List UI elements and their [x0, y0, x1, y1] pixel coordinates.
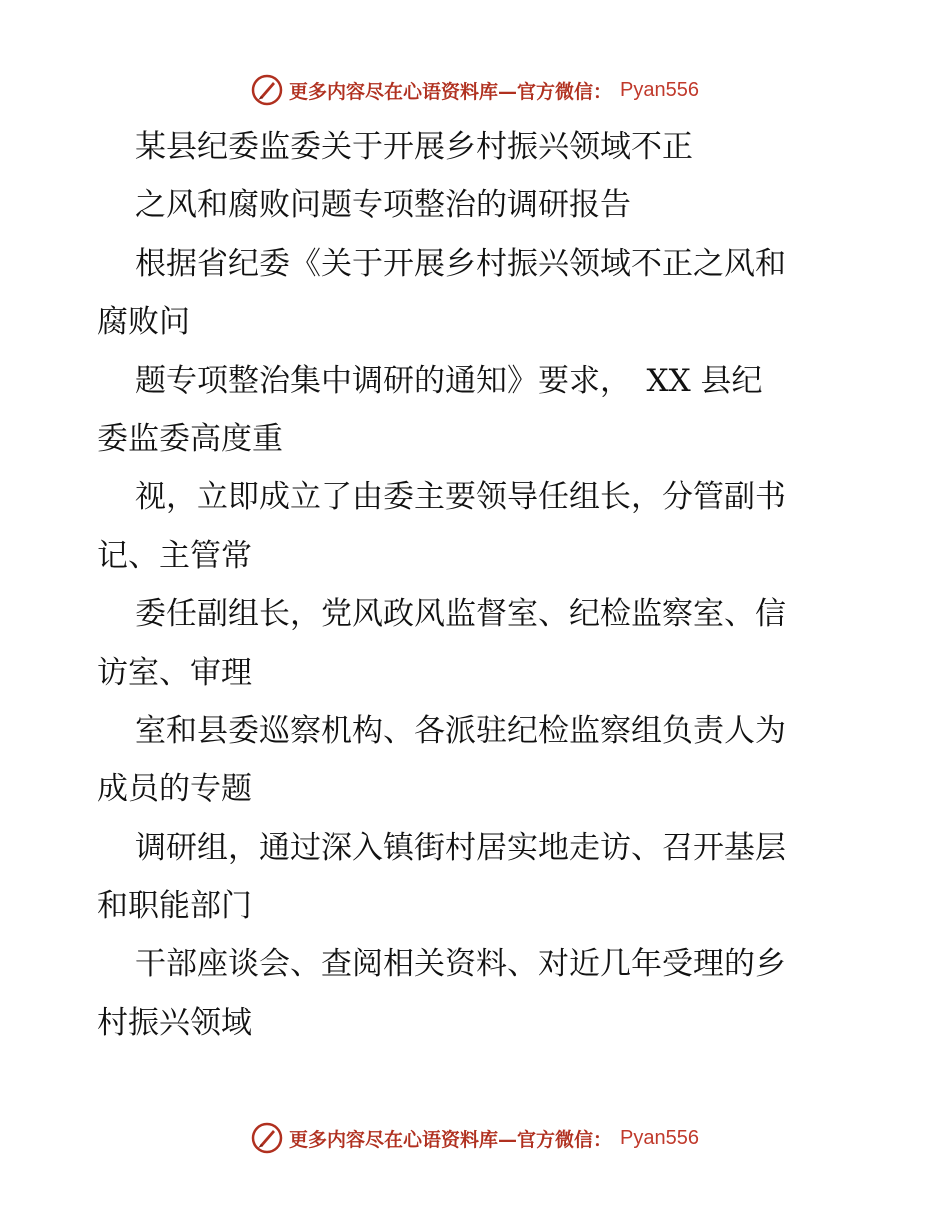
- line-text: 委任副组长，党风政风监督室、纪检监察室、信: [135, 596, 786, 633]
- report-body: [97, 118, 857, 1052]
- line-text: 视，立即成立了由委主要领导任组长，分管副书: [135, 479, 786, 516]
- line-text: 干部座谈会、查阅相关资料、对近几年受理的乡: [135, 946, 786, 983]
- line-text: 村振兴领域: [97, 1004, 252, 1041]
- text-line: [97, 644, 857, 702]
- text-line: [97, 994, 857, 1052]
- line-text: 根据省纪委《关于开展乡村振兴领域不正之风和: [135, 245, 786, 282]
- text-line: [97, 118, 857, 176]
- text-line: [97, 702, 857, 760]
- wechat-id: Pyan556: [620, 78, 699, 101]
- text-line: [97, 235, 857, 293]
- text-line: [97, 585, 857, 643]
- quill-logo-icon: [251, 74, 283, 106]
- text-line: [97, 877, 857, 935]
- line-text: 访室、审理: [97, 654, 252, 691]
- line-text: 之风和腐败问题专项整治的调研报告: [135, 187, 631, 224]
- text-line: [97, 760, 857, 818]
- text-line: [97, 352, 857, 410]
- line-text: 成员的专题: [97, 771, 252, 808]
- footer-banner: [0, 1118, 950, 1158]
- text-line: [97, 468, 857, 526]
- line-text: 腐败问: [97, 304, 190, 341]
- quill-logo-icon: [251, 1122, 283, 1154]
- line-text: 调研组，通过深入镇街村居实地走访、召开基层: [135, 829, 786, 866]
- line-text: 记、主管常: [97, 537, 252, 574]
- line-text: 室和县委巡察机构、各派驻纪检监察组负责人为: [135, 712, 786, 749]
- text-line: [97, 527, 857, 585]
- line-text: 某县纪委监委关于开展乡村振兴领域不正: [135, 129, 693, 165]
- banner-text: 更多内容尽在心语资料库—官方微信：: [289, 80, 613, 103]
- text-line: [97, 410, 857, 468]
- line-text: 委监委高度重: [97, 420, 283, 457]
- text-line: [97, 176, 857, 234]
- banner-text: 更多内容尽在心语资料库—官方微信：: [289, 1128, 613, 1151]
- text-line: [97, 935, 857, 993]
- line-text: 题专项整治集中调研的通知》要求， XX 县纪: [135, 362, 763, 399]
- wechat-id: Pyan556: [620, 1126, 699, 1149]
- text-line: [97, 293, 857, 351]
- line-text: 和职能部门: [97, 888, 252, 925]
- text-line: [97, 819, 857, 877]
- header-banner: [0, 70, 950, 110]
